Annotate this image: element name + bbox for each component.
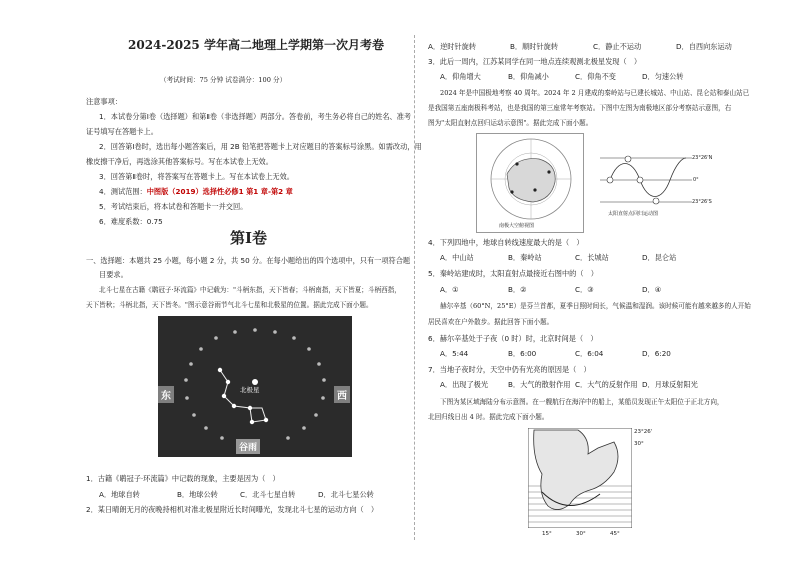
q6-option-d: D．6:20 [642,349,671,358]
passage: 2024 年是中国极地考察 40 周年。2024 年 2 月建成的秦岭站与已建长城站、中山站、昆仑站和泰山站已 [440,89,750,97]
passage: 北回归线日出 4 时。据此完成下面小题。 [428,413,549,421]
q2-option-b: B．顺时针旋转 [510,42,559,51]
question-1: 1．古籍《鹖冠子·环流篇》中记载的现象，主要是因为（ ） [86,474,280,483]
q4-option-a: A．中山站 [440,253,474,262]
solar-point-figure [596,150,716,220]
star-map-figure [158,316,352,457]
lat-south-label: 23°26'S [692,199,712,205]
east-label: 东 [158,386,174,403]
solar-term-label: 谷雨 [236,439,260,454]
polaris-star [252,379,258,385]
sea-land-map-figure [528,428,652,540]
notice-item: 1．本试卷分第Ⅰ卷（选择题）和第Ⅱ卷（非选择题）两部分。答卷前，考生务必将自己的姓名、准考 [99,112,412,121]
q7-option-b: B．大气的散射作用 [508,380,571,389]
q2-option-d: D．自西向东运动 [676,42,732,51]
q4-option-c: C．长城站 [575,253,609,262]
passage: 天下皆秋；斗柄北指，天下皆冬。"图示意谷雨节气北斗七星和北极星的位置。据此完成下面小题。 [86,301,373,309]
question-2: 2．某日晴朗无月的夜晚持相机对准北极星附近长时间曝光，发现北斗七星的运动方向（ ） [86,505,379,514]
map-lon-1: 15° [542,531,552,537]
map-lon-3: 45° [610,531,620,537]
notice-item: 橡皮擦干净后，再选涂其他答案标号。写在本试卷上无效。 [86,157,273,166]
scope-value: 中图版（2019）选择性必修1 第1 章-第2 章 [146,187,293,196]
q2-option-c: C．静止不运动 [593,42,642,51]
q3-option-c: C．仰角不变 [575,72,616,81]
q1-option-d: D．北斗七星公转 [318,490,374,499]
big-dipper-lines [220,370,266,422]
q7-option-d: D．月球反射阳光 [642,380,698,389]
section-intro: 一、选择题：本题共 25 小题，每小题 2 分，共 50 分。在每小题给出的四个选项中，只有一项符合题 [86,256,411,265]
question-5: 5．秦岭站建成时，太阳直射点最接近右图中的（ ） [428,269,598,278]
passage: 下图为某区域海陆分布示意图。在一艘航行在海洋中的船上，某船员发现正午太阳位于正北方向， [440,398,724,406]
q3-option-a: A．仰角增大 [440,72,481,81]
q6-option-c: C．6:04 [575,349,604,358]
q7-option-a: A．出现了极光 [440,380,489,389]
column-divider [414,35,415,540]
polaris-label: 北极星 [240,386,260,394]
q1-option-a: A．地球自转 [99,490,140,499]
equator-label: 0° [693,177,699,183]
q3-option-d: D．匀速公转 [642,72,684,81]
antarctica-svg [477,134,583,232]
section-intro: 目要求。 [99,270,128,279]
passage: 北斗七星在古籍《鹖冠子·环流篇》中记载为："斗柄东指，天下皆春；斗柄南指，天下皆夏；斗柄西指， [99,286,401,294]
notice-item: 5．考试结束后，将本试卷和答题卡一并交回。 [99,202,248,211]
q2-option-a: A．逆时针旋转 [428,42,477,51]
q5-option-b: B．② [508,285,527,294]
q4-option-d: D．昆仑站 [642,253,677,262]
question-4: 4．下列四地中，地球自转线速度最大的是（ ） [428,238,584,247]
q5-option-d: D．④ [642,285,662,294]
question-3: 3．此后一周内，江苏某同学在同一地点连续观测北极星发现（ ） [428,57,642,66]
q1-option-c: C．北斗七星自转 [240,490,296,499]
passage: 是我国第五座南极科考站，也是我国的第三座常年考察站。下图中左图为南极地区部分考察站示意图，右 [428,104,732,112]
passage: 赫尔辛基（60°N，25°E）是芬兰首都，夏季日照时间长，气候温和湿润。该时候可能有越来越多的人开始 [440,302,751,310]
q5-option-a: A．① [440,285,459,294]
page-title: 2024-2025 学年高二地理上学期第一次月考卷 [128,38,384,52]
west-label: 西 [334,386,350,403]
passage: 居民喜欢在户外散步。据此回答下面小题。 [428,318,554,326]
q7-option-c: C．大气的反射作用 [575,380,638,389]
map-lon-2: 30° [576,531,586,537]
passage: 图为"太阳直射点回归运动示意图"。据此完成下面小题。 [428,119,593,127]
notice-heading: 注意事项： [86,97,122,106]
notice-item [99,187,293,196]
q1-option-b: B．地球公转 [177,490,218,499]
q6-option-b: B．6:00 [508,349,537,358]
map-lat-1: 23°26' [634,429,653,435]
notice-item: 2．回答第Ⅰ卷时，选出每小题答案后，用 2B 铅笔把答题卡上对应题目的答案标号涂黑。如需改动，用 [99,142,422,151]
question-7: 7．当地子夜时分，天空中仍有光亮的原因是（ ） [428,365,591,374]
solar-point-caption: 太阳直射点回归运动图 [608,211,659,217]
big-dipper-stars [218,368,268,424]
question-6: 6．赫尔辛基处于子夜（0 时）时，北京时间是（ ） [428,334,598,343]
map-lat-2: 30° [634,441,644,447]
q3-option-b: B．仰角减小 [508,72,549,81]
antarctica-figure [476,133,584,233]
lat-north-label: 23°26'N [692,155,713,161]
q4-option-b: B．秦岭站 [508,253,542,262]
q6-option-a: A．5:44 [440,349,469,358]
scope-label: 4．测试范围： [99,187,147,196]
sea-land-map-svg [528,428,632,528]
notice-item: 3．回答第Ⅱ卷时，将答案写在答题卡上。写在本试卷上无效。 [99,172,294,181]
part-heading: 第Ⅰ卷 [230,229,268,247]
notice-item: 证号填写在答题卡上。 [86,127,158,136]
antarctica-caption: 南极大空俯视图 [499,223,535,229]
exam-meta: （考试时间：75 分钟 试卷满分：100 分） [160,76,287,84]
q5-option-c: C．③ [575,285,594,294]
notice-item: 6．难度系数：0.75 [99,217,163,226]
